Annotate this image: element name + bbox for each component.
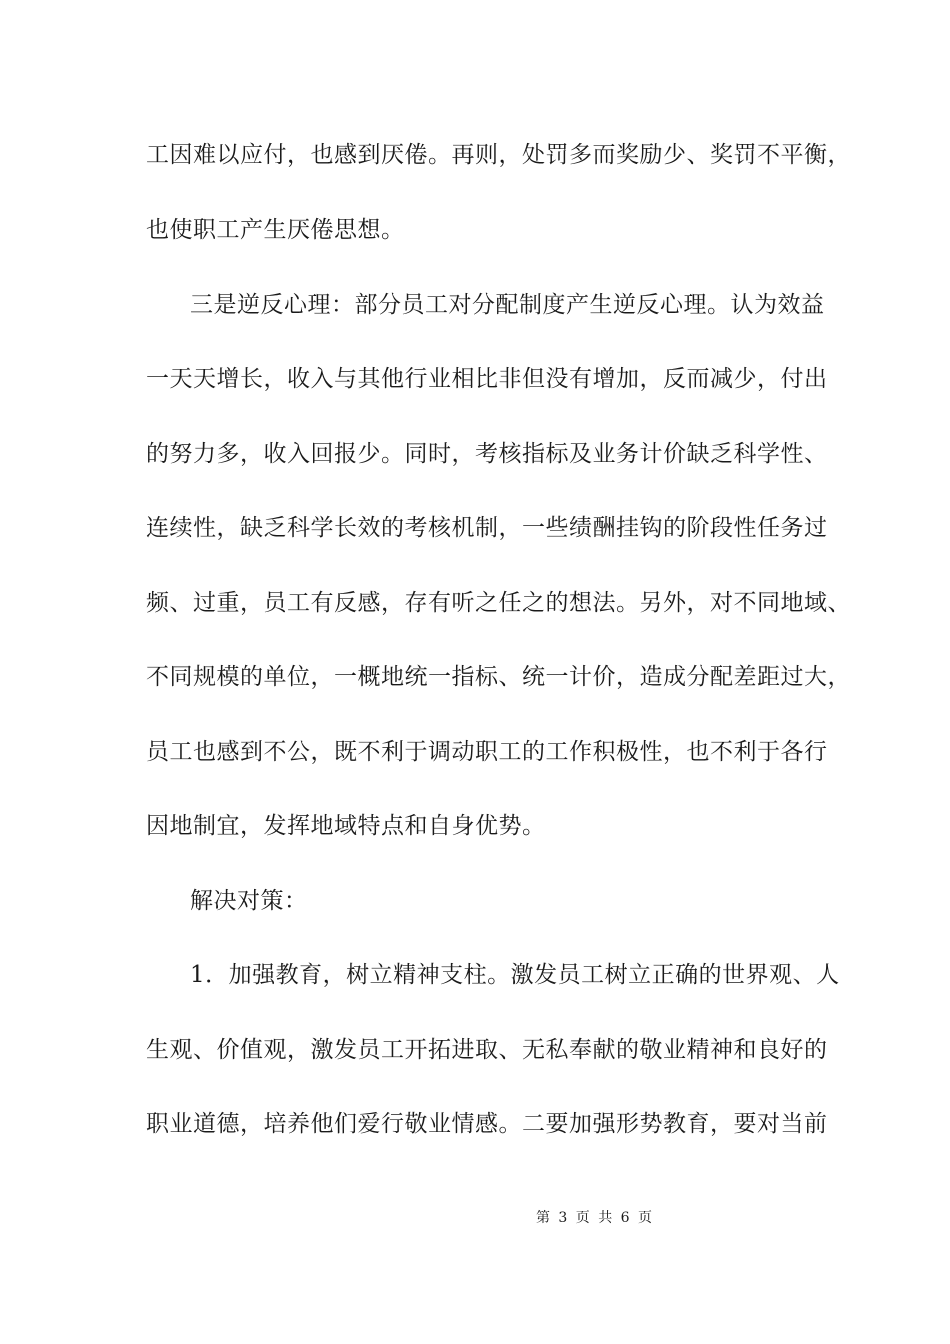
text-line: 一天天增长，收入与其他行业相比非但没有增加，反而减少，付出 xyxy=(146,366,828,392)
text-line: 连续性，缺乏科学长效的考核机制，一些绩酬挂钩的阶段性任务过 xyxy=(146,515,828,541)
paragraph-start-line: 三是逆反心理：部分员工对分配制度产生逆反心理。认为效益 xyxy=(190,292,825,318)
text-line: 员工也感到不公，既不利于调动职工的工作积极性，也不利于各行 xyxy=(146,739,828,765)
paragraph-start-line: 1．加强教育，树立精神支柱。激发员工树立正确的世界观、人 xyxy=(190,962,840,988)
page-number-footer: 第 3 页 共 6 页 xyxy=(535,1210,655,1226)
text-line: 生观、价值观，激发员工开拓进取、无私奉献的敬业精神和良好的 xyxy=(146,1037,828,1063)
text-line: 也使职工产生厌倦思想。 xyxy=(146,217,405,243)
text-line: 因地制宜，发挥地域特点和自身优势。 xyxy=(146,813,546,839)
text-line: 职业道德，培养他们爱行敬业情感。二要加强形势教育，要对当前 xyxy=(146,1111,828,1137)
text-line: 的努力多，收入回报少。同时，考核指标及业务计价缺乏科学性、 xyxy=(146,441,828,467)
text-line: 频、过重，员工有反感，存有听之任之的想法。另外，对不同地域、 xyxy=(146,590,851,616)
text-line: 不同规模的单位，一概地统一指标、统一计价，造成分配差距过大， xyxy=(146,664,851,690)
text-line: 工因难以应付，也感到厌倦。再则，处罚多而奖励少、奖罚不平衡， xyxy=(146,142,851,168)
section-heading: 解决对策： xyxy=(190,888,308,914)
